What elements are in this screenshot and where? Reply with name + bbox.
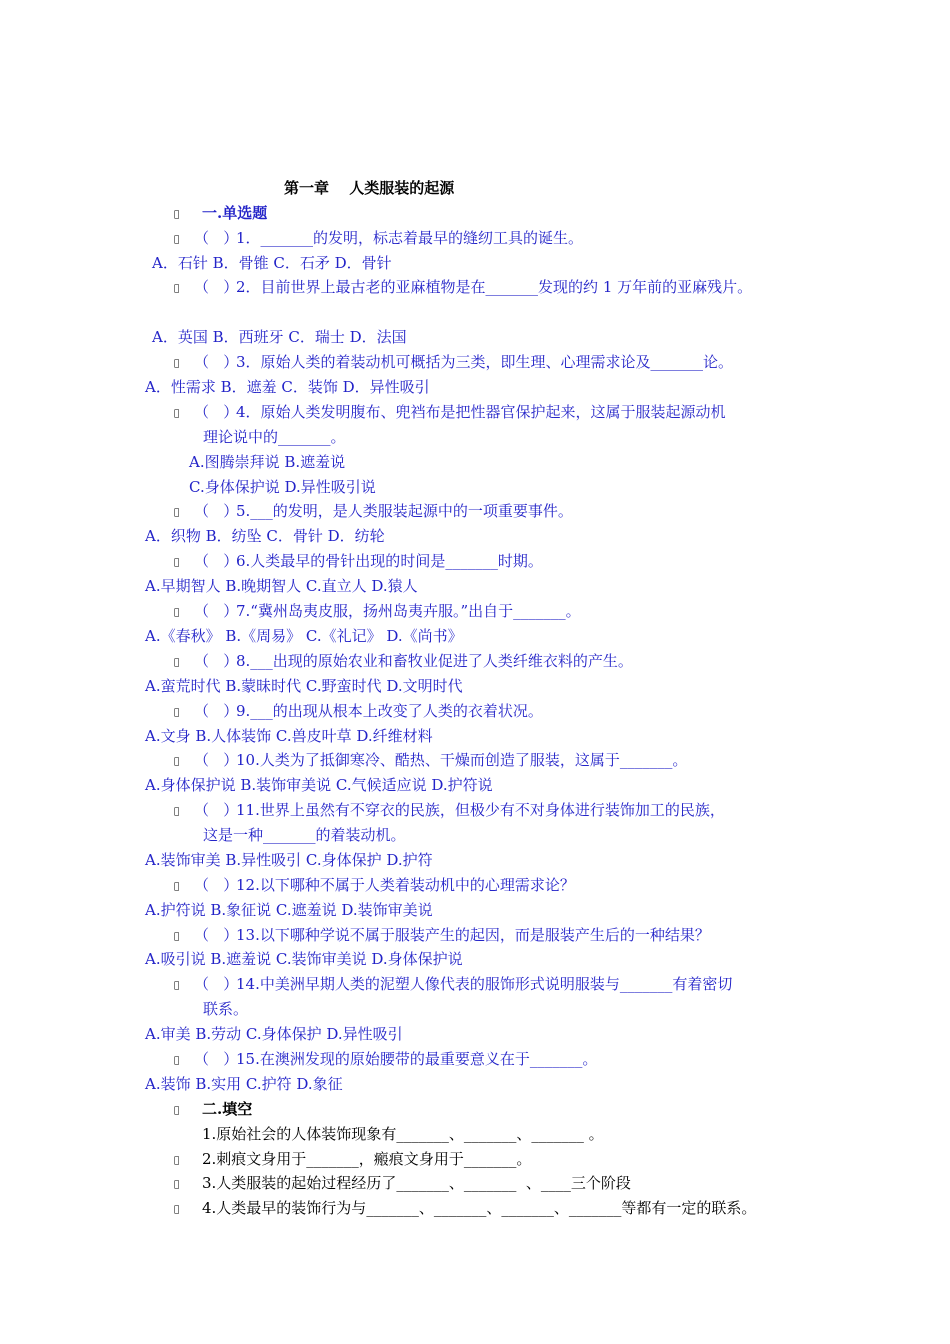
- question-13: [174, 925, 710, 947]
- question-12: [174, 875, 575, 897]
- bullet-icon: [174, 932, 177, 942]
- question-11-stem-continued: 这是一种_______的着装动机。: [203, 826, 406, 844]
- answer-paren: （ ）: [194, 353, 239, 371]
- question-15: [174, 1049, 597, 1071]
- question-stem: 11.世界上虽然有不穿衣的民族，但极少有不对身体进行装饰加工的民族，: [236, 801, 725, 819]
- question-9: [174, 701, 543, 723]
- answer-paren: （ ）: [194, 278, 239, 296]
- question-2-options: A．英国 B．西班牙 C．瑞士 D．法国: [152, 328, 407, 346]
- fill-question-4: [174, 1198, 756, 1220]
- section-title: 一.单选题: [202, 204, 268, 222]
- question-stem: 3．原始人类的着装动机可概括为三类，即生理、心理需求论及_______论。: [236, 353, 734, 371]
- fill-text: 3.人类服装的起始过程经历了_______、_______ 、____三个阶段: [202, 1174, 631, 1192]
- bullet-icon: [174, 409, 177, 419]
- bullet-icon: [174, 508, 177, 518]
- fill-text: 4.人类最早的装饰行为与_______、_______、_______、_______等都有一定的联系。: [202, 1199, 757, 1217]
- question-11-options: A.装饰审美 B.异性吸引 C.身体保护 D.护符: [145, 851, 433, 869]
- page-title: 第一章 人类服装的起源: [284, 179, 455, 197]
- answer-paren: （ ）: [194, 602, 239, 620]
- bullet-icon: [174, 1156, 177, 1166]
- question-stem: 13.以下哪种学说不属于服装产生的起因，而是服装产生后的一种结果？: [236, 926, 710, 944]
- section-heading-fill-blank: [174, 1099, 252, 1121]
- question-3: [174, 352, 733, 374]
- question-4-stem-continued: 理论说中的_______。: [203, 428, 346, 446]
- answer-paren: （ ）: [194, 1050, 239, 1068]
- bullet-icon: [174, 1106, 178, 1116]
- bullet-icon: [174, 708, 177, 718]
- question-4-options-2: C.身体保护说 D.异性吸引说: [189, 478, 376, 496]
- bullet-icon: [174, 1205, 177, 1215]
- question-stem: 7.“冀州岛夷皮服，扬州岛夷卉服。”出自于_______。: [236, 602, 581, 620]
- question-1-options: A．石针 B．骨锥 C．石矛 D．骨针: [152, 254, 392, 272]
- fill-question-1: 1.原始社会的人体装饰现象有_______、_______、_______ 。: [202, 1125, 604, 1143]
- question-13-options: A.吸引说 B.遮羞说 C.装饰审美说 D.身体保护说: [145, 950, 463, 968]
- question-9-options: A.文身 B.人体装饰 C.兽皮叶草 D.纤维材料: [145, 727, 433, 745]
- fill-question-2: [174, 1149, 531, 1171]
- bullet-icon: [174, 1056, 177, 1066]
- bullet-icon: [174, 882, 177, 892]
- question-stem: 14.中美洲早期人类的泥塑人像代表的服饰形式说明服装与_______有着密切: [236, 975, 733, 993]
- question-3-options: A．性需求 B．遮羞 C．装饰 D．异性吸引: [145, 378, 430, 396]
- question-14-options: A.审美 B.劳动 C.身体保护 D.异性吸引: [145, 1025, 403, 1043]
- bullet-icon: [174, 235, 177, 245]
- answer-paren: （ ）: [194, 552, 239, 570]
- question-12-options: A.护符说 B.象征说 C.遮羞说 D.装饰审美说: [145, 901, 433, 919]
- question-2: [174, 277, 752, 299]
- bullet-icon: [174, 981, 177, 991]
- question-stem: 9.___的出现从根本上改变了人类的衣着状况。: [236, 702, 543, 720]
- question-stem: 1．_______的发明，标志着最早的缝纫工具的诞生。: [236, 229, 584, 247]
- fill-text: 2.刺痕文身用于_______，瘢痕文身用于_______。: [202, 1150, 532, 1168]
- question-stem: 5.___的发明，是人类服装起源中的一项重要事件。: [236, 502, 573, 520]
- bullet-icon: [174, 807, 177, 817]
- question-8: [174, 651, 633, 673]
- bullet-icon: [174, 1180, 177, 1190]
- question-stem: 12.以下哪种不属于人类着装动机中的心理需求论？: [236, 876, 575, 894]
- question-4-options-1: A.图腾崇拜说 B.遮羞说: [189, 453, 346, 471]
- question-5: [174, 501, 573, 523]
- answer-paren: （ ）: [194, 801, 239, 819]
- question-stem: 6.人类最早的骨针出现的时间是_______时期。: [236, 552, 543, 570]
- answer-paren: （ ）: [194, 502, 239, 520]
- bullet-icon: [174, 359, 177, 369]
- question-4: [174, 402, 726, 424]
- question-6: [174, 551, 543, 573]
- bullet-icon: [174, 210, 178, 220]
- bullet-icon: [174, 658, 177, 668]
- question-1: [174, 228, 583, 250]
- answer-paren: （ ）: [194, 403, 239, 421]
- question-stem: 15.在澳洲发现的原始腰带的最重要意义在于_______。: [236, 1050, 598, 1068]
- question-stem: 10.人类为了抵御寒冷、酷热、干燥而创造了服装，这属于_______。: [236, 751, 688, 769]
- section-heading-single-choice: [174, 203, 267, 225]
- question-11: [174, 800, 725, 822]
- question-stem: 8.___出现的原始农业和畜牧业促进了人类纤维衣料的产生。: [236, 652, 633, 670]
- answer-paren: （ ）: [194, 926, 239, 944]
- question-7: [174, 601, 581, 623]
- question-stem: 4．原始人类发明腹布、兜裆布是把性器官保护起来，这属于服装起源动机: [236, 403, 726, 421]
- section-title: 二.填空: [202, 1100, 253, 1118]
- answer-paren: （ ）: [194, 702, 239, 720]
- bullet-icon: [174, 608, 177, 618]
- bullet-icon: [174, 284, 177, 294]
- question-5-options: A．织物 B．纺坠 C．骨针 D．纺轮: [145, 527, 385, 545]
- answer-paren: （ ）: [194, 751, 239, 769]
- question-14-stem-continued: 联系。: [203, 1000, 249, 1018]
- question-10: [174, 750, 687, 772]
- answer-paren: （ ）: [194, 876, 239, 894]
- answer-paren: （ ）: [194, 975, 239, 993]
- question-8-options: A.蛮荒时代 B.蒙昧时代 C.野蛮时代 D.文明时代: [145, 677, 463, 695]
- bullet-icon: [174, 757, 177, 767]
- question-stem: 2．目前世界上最古老的亚麻植物是在_______发现的约 1 万年前的亚麻残片。: [236, 278, 753, 296]
- question-10-options: A.身体保护说 B.装饰审美说 C.气候适应说 D.护符说: [145, 776, 493, 794]
- answer-paren: （ ）: [194, 652, 239, 670]
- fill-question-3: [174, 1173, 631, 1195]
- question-15-options: A.装饰 B.实用 C.护符 D.象征: [145, 1075, 343, 1093]
- question-7-options: A.《春秋》 B.《周易》 C.《礼记》 D.《尚书》: [145, 627, 463, 645]
- question-14: [174, 974, 732, 996]
- answer-paren: （ ）: [194, 229, 239, 247]
- question-6-options: A.早期智人 B.晚期智人 C.直立人 D.猿人: [145, 577, 418, 595]
- bullet-icon: [174, 558, 177, 568]
